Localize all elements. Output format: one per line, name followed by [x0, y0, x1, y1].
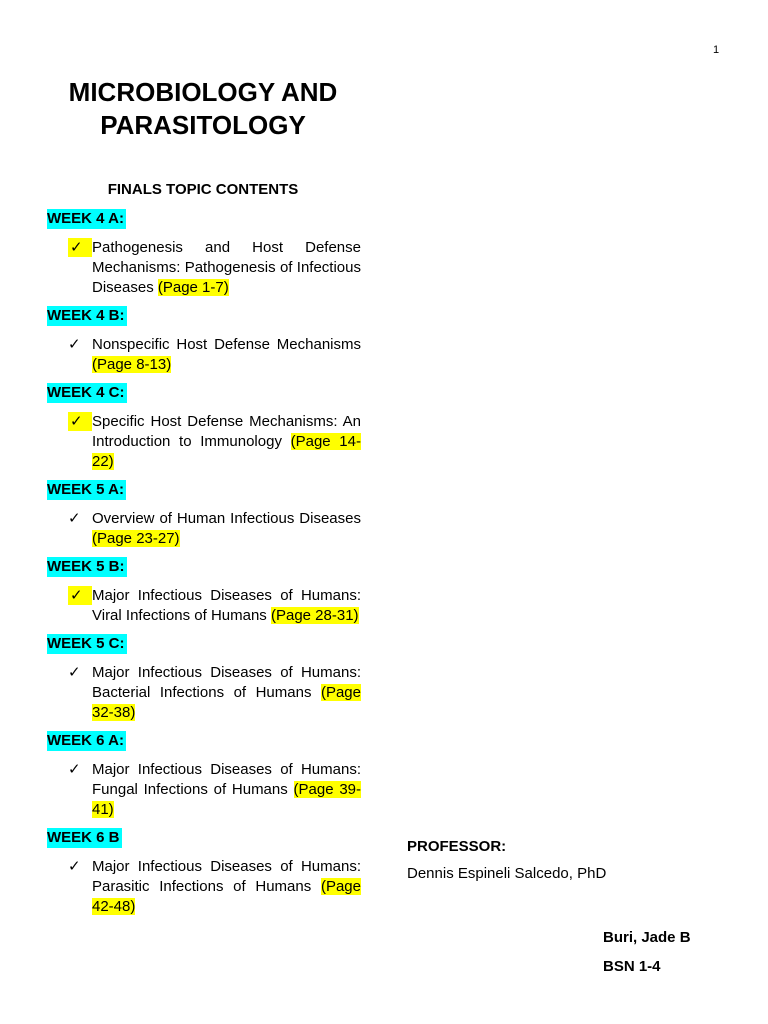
week-label: WEEK 5 C: — [47, 635, 125, 652]
checkmark-icon: ✓ — [68, 858, 81, 875]
professor-section — [407, 838, 606, 882]
week-section — [47, 383, 361, 472]
professor-name: Dennis Espineli Salcedo, PhD — [407, 865, 607, 882]
week-section — [47, 209, 361, 298]
week-label: WEEK 6 A: — [47, 732, 124, 749]
professor-label: PROFESSOR: — [407, 838, 507, 855]
page-range: (Page 1-7) — [157, 279, 229, 296]
week-section — [47, 828, 361, 917]
topic-text: Pathogenesis and Host Defense Mechanisms: Pathogenesis of Infectious Diseases — [92, 239, 361, 296]
topic-item — [47, 509, 361, 549]
page-range: (Page 14-22) — [92, 433, 361, 470]
week-section — [47, 480, 361, 549]
student-section-code: BSN 1-4 — [603, 958, 661, 975]
title-line-1: MICROBIOLOGY AND — [68, 77, 338, 107]
student-name: Buri, Jade B — [603, 929, 691, 946]
page-range: (Page 42-48) — [92, 878, 361, 915]
page-range: (Page 32-38) — [92, 684, 361, 721]
topic-item — [47, 760, 361, 820]
week-section — [47, 306, 361, 375]
week-label: WEEK 4 C: — [47, 384, 125, 401]
topic-list — [47, 209, 361, 925]
title-line-2: PARASITOLOGY — [100, 110, 306, 140]
topic-text: Major Infectious Diseases of Humans: Viral Infections of Humans — [92, 587, 361, 624]
topic-item — [47, 412, 361, 472]
topic-item — [47, 335, 361, 375]
topic-item — [47, 857, 361, 917]
checkmark-icon: ✓ — [68, 238, 92, 257]
topic-item — [47, 238, 361, 298]
checkmark-icon: ✓ — [68, 761, 81, 778]
week-label: WEEK 5 B: — [47, 558, 125, 575]
checkmark-icon: ✓ — [68, 510, 81, 527]
topic-text: Major Infectious Diseases of Humans: Bacterial Infections of Humans — [92, 664, 361, 701]
topic-text: Specific Host Defense Mechanisms: An Introduction to Immunology — [92, 413, 361, 450]
checkmark-icon: ✓ — [68, 412, 92, 431]
topic-item — [47, 663, 361, 723]
week-label: WEEK 4 B: — [47, 307, 125, 324]
topic-text: Major Infectious Diseases of Humans: Fungal Infections of Humans — [92, 761, 361, 798]
student-section — [603, 928, 691, 986]
checkmark-icon: ✓ — [68, 664, 81, 681]
week-label: WEEK 6 B — [47, 829, 120, 846]
week-label: WEEK 5 A: — [47, 481, 124, 498]
week-section — [47, 731, 361, 820]
page-range: (Page 28-31) — [270, 607, 359, 624]
topic-item — [47, 586, 361, 626]
document-title — [47, 76, 359, 142]
topic-text: Overview of Human Infectious Diseases — [92, 510, 361, 527]
checkmark-icon: ✓ — [68, 586, 92, 605]
page-range: (Page 8-13) — [92, 356, 172, 373]
checkmark-icon: ✓ — [68, 336, 81, 353]
page-range: (Page 39-41) — [92, 781, 361, 818]
page-range: (Page 23-27) — [92, 530, 180, 547]
page-number: 1 — [713, 44, 720, 56]
topic-text: Major Infectious Diseases of Humans: Parasitic Infections of Humans — [92, 858, 361, 895]
week-section — [47, 557, 361, 626]
week-section — [47, 634, 361, 723]
week-label: WEEK 4 A: — [47, 210, 124, 227]
finals-topic-heading: FINALS TOPIC CONTENTS — [107, 181, 299, 198]
topic-text: Nonspecific Host Defense Mechanisms — [92, 336, 361, 353]
